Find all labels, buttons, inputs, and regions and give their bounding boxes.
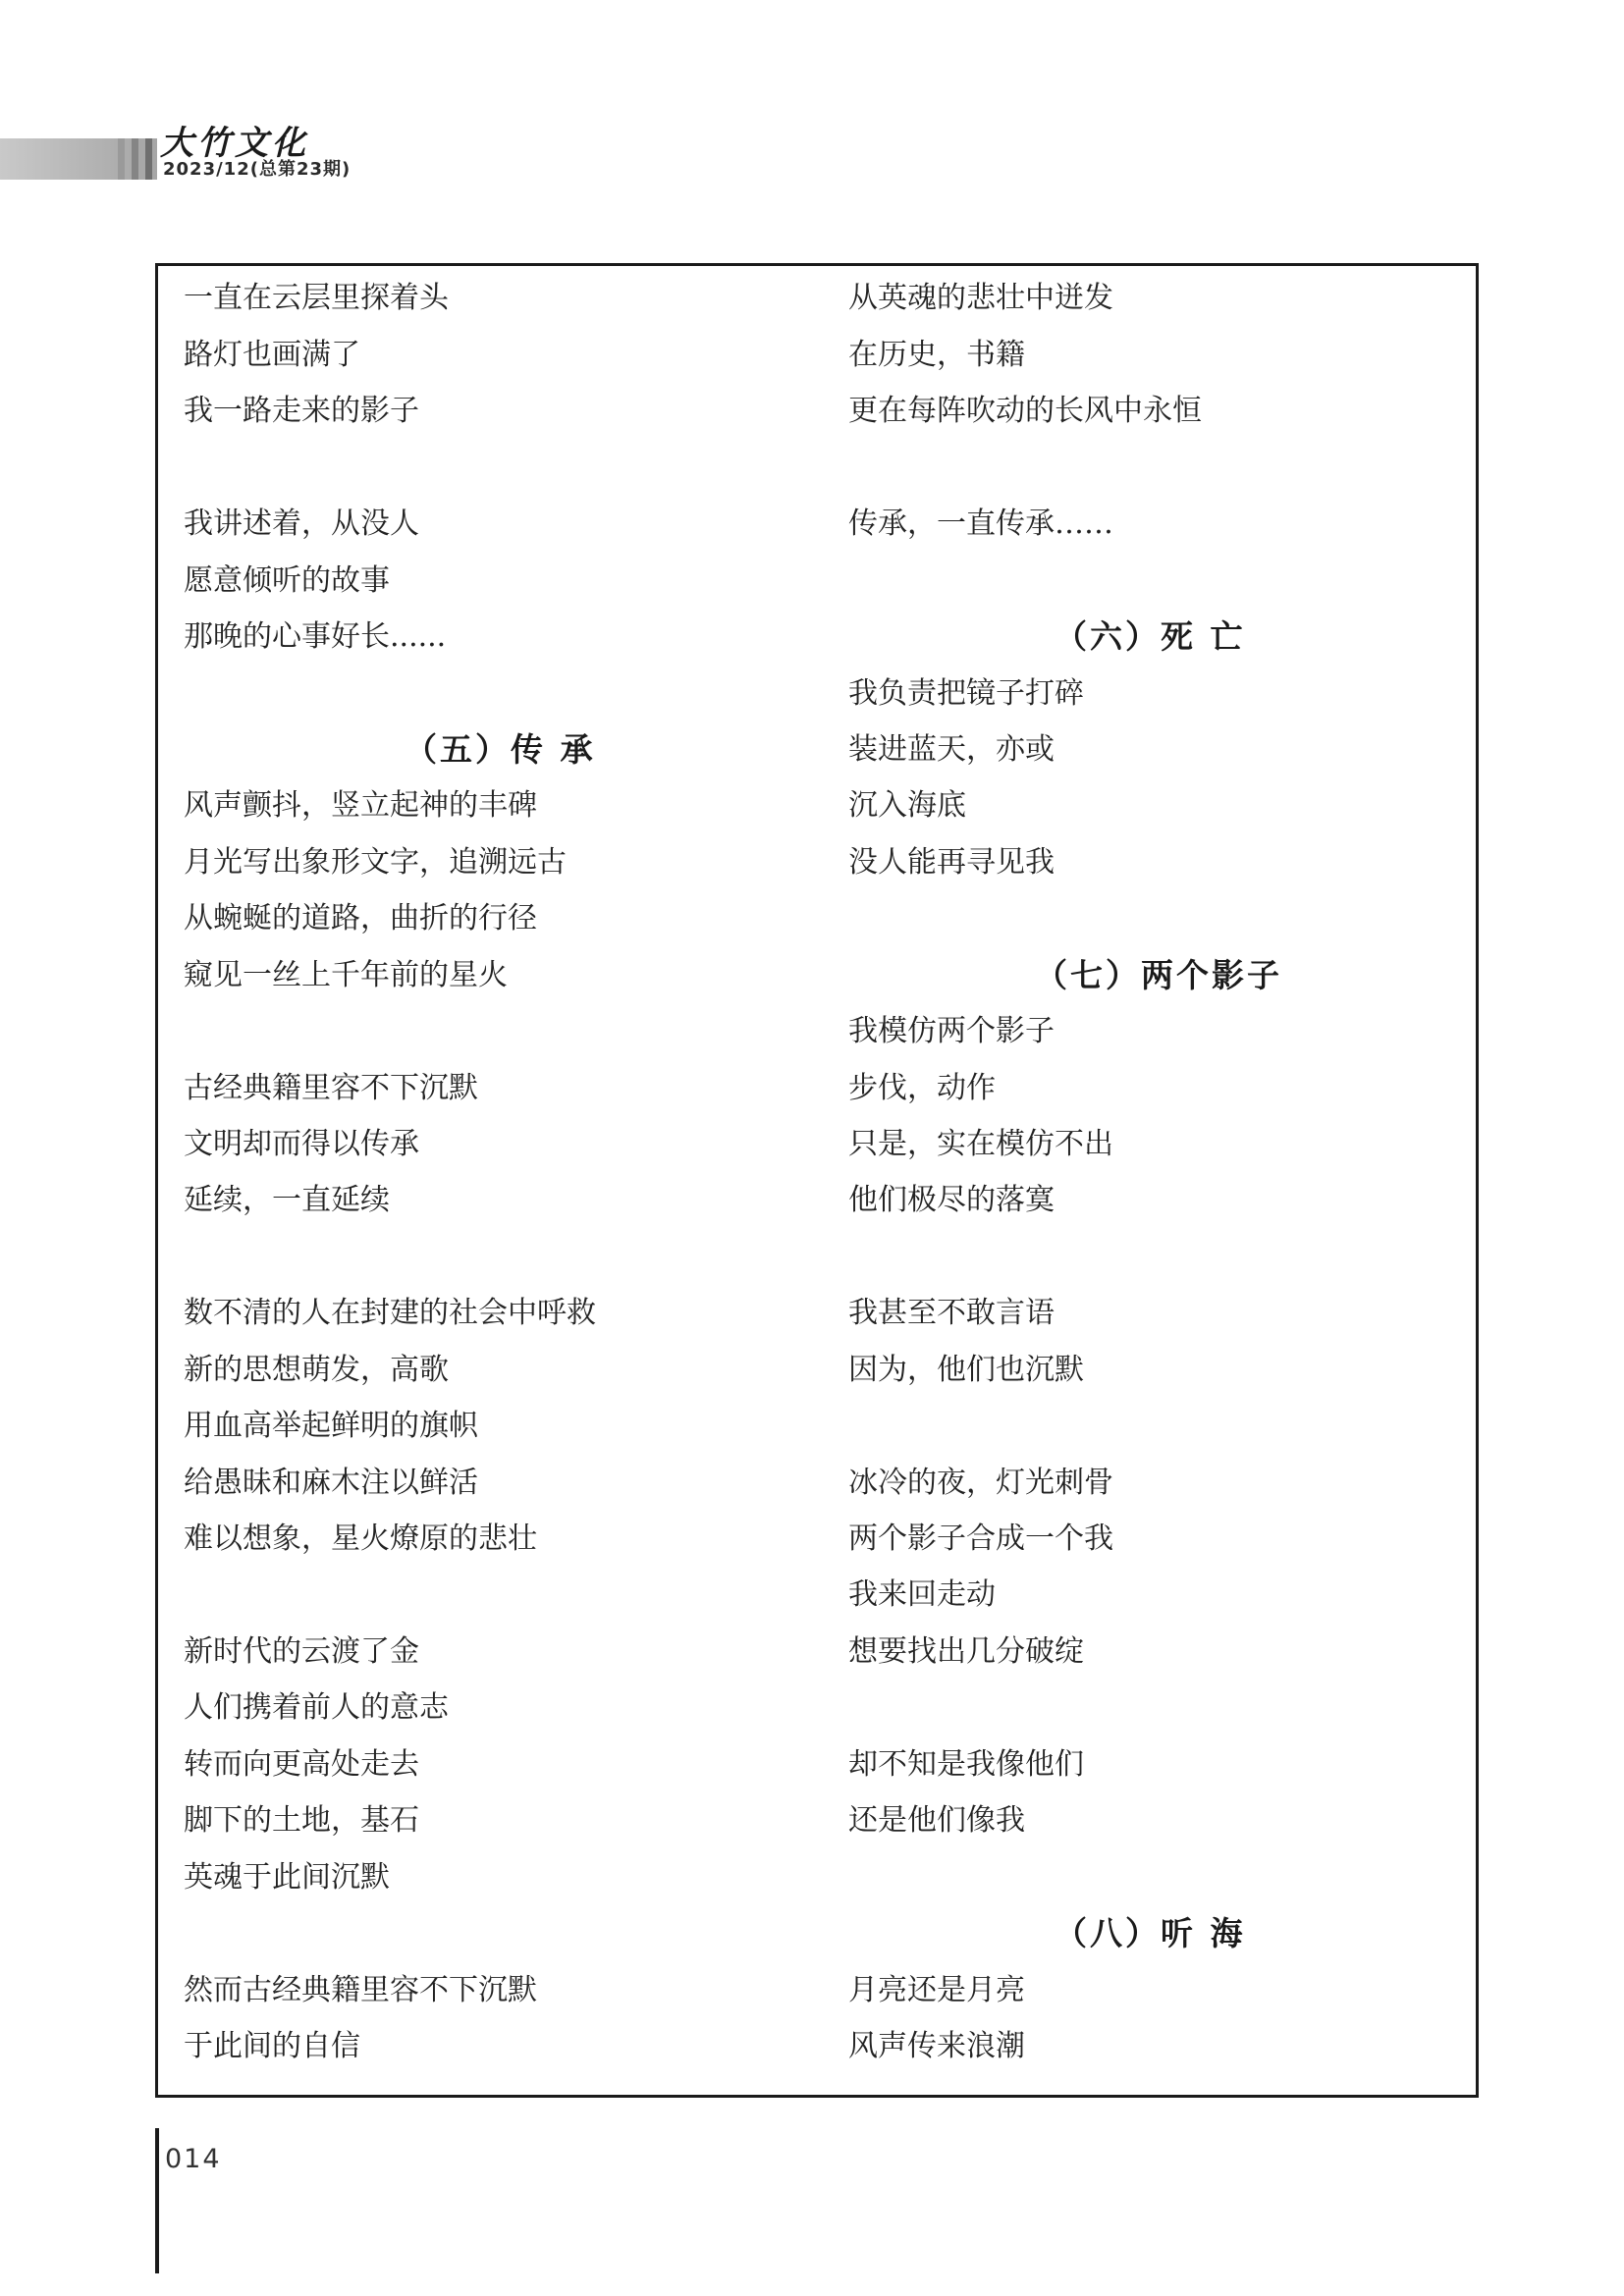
poem-line: 人们携着前人的意志 xyxy=(184,1690,449,1725)
poem-line: 脚下的土地，基石 xyxy=(184,1803,419,1838)
poem-line: 两个影子合成一个我 xyxy=(848,1522,1113,1556)
poem-line: 数不清的人在封建的社会中呼救 xyxy=(184,1296,596,1330)
poem-line: 新时代的云渡了金 xyxy=(184,1634,419,1669)
section-heading: （五）传 承 xyxy=(405,730,596,769)
poem-line: 延续，一直延续 xyxy=(184,1183,390,1217)
poem-line: 风声颤抖，竖立起神的丰碑 xyxy=(184,788,537,823)
poem-line: 没人能再寻见我 xyxy=(848,845,1055,880)
poem-line: 他们极尽的落寞 xyxy=(848,1183,1055,1217)
poem-line: 从英魂的悲壮中迸发 xyxy=(848,281,1113,315)
poem-line: 月亮还是月亮 xyxy=(848,1973,1025,2007)
poem-line: 我讲述着，从没人 xyxy=(184,507,419,541)
poem-line: 路灯也画满了 xyxy=(184,338,360,372)
poem-line: 窥见一丝上千年前的星火 xyxy=(184,958,508,992)
poem-line: 转而向更高处走去 xyxy=(184,1747,419,1782)
section-heading: （八）听 海 xyxy=(1055,1914,1246,1952)
poem-line: 英魂于此间沉默 xyxy=(184,1860,390,1895)
header-stripes xyxy=(118,138,152,180)
poem-line: 月光写出象形文字，追溯远古 xyxy=(184,845,567,880)
poem-line: 我模仿两个影子 xyxy=(848,1014,1055,1048)
poem-line: 然而古经典籍里容不下沉默 xyxy=(184,1973,537,2007)
poem-line: 更在每阵吹动的长风中永恒 xyxy=(848,394,1202,428)
section-heading: （六）死 亡 xyxy=(1055,617,1246,656)
poem-line: 在历史，书籍 xyxy=(848,338,1025,372)
poem-line: 愿意倾听的故事 xyxy=(184,563,390,598)
poem-line: 传承，一直传承…… xyxy=(848,507,1113,541)
poem-line: 古经典籍里容不下沉默 xyxy=(184,1071,478,1105)
poem-line: 用血高举起鲜明的旗帜 xyxy=(184,1409,478,1443)
masthead-title: 大竹文化 xyxy=(160,124,309,163)
poem-line: 还是他们像我 xyxy=(848,1803,1025,1838)
poem-line: 我一路走来的影子 xyxy=(184,394,419,428)
poem-line: 步伐，动作 xyxy=(848,1071,996,1105)
poem-line: 我来回走动 xyxy=(848,1577,996,1612)
poem-line: 从蜿蜒的道路，曲折的行径 xyxy=(184,901,537,935)
page-number: 014 xyxy=(165,2144,222,2174)
poem-line: 那晚的心事好长...... xyxy=(184,619,447,654)
poem-line: 风声传来浪潮 xyxy=(848,2029,1025,2063)
poem-frame xyxy=(155,263,1479,2098)
poem-line: 一直在云层里探着头 xyxy=(184,281,449,315)
poem-line: 我甚至不敢言语 xyxy=(848,1296,1055,1330)
poem-line: 装进蓝天，亦或 xyxy=(848,732,1055,767)
poem-line: 难以想象，星火燎原的悲壮 xyxy=(184,1522,537,1556)
poem-line: 于此间的自信 xyxy=(184,2029,360,2063)
poem-line: 文明却而得以传承 xyxy=(184,1127,419,1161)
poem-line: 因为，他们也沉默 xyxy=(848,1353,1084,1387)
poem-line: 想要找出几分破绽 xyxy=(848,1634,1084,1669)
footer-vertical-rule xyxy=(155,2128,159,2273)
section-heading: （七）两个影子 xyxy=(1035,956,1282,994)
poem-line: 冰冷的夜，灯光刺骨 xyxy=(848,1466,1113,1500)
poem-column-left xyxy=(184,266,812,2095)
poem-line: 新的思想萌发，高歌 xyxy=(184,1353,449,1387)
poem-line: 我负责把镜子打碎 xyxy=(848,676,1084,711)
issue-info: 2023/12(总第23期) xyxy=(163,159,352,180)
poem-line: 却不知是我像他们 xyxy=(848,1747,1084,1782)
poem-line: 只是，实在模仿不出 xyxy=(848,1127,1113,1161)
poem-line: 沉入海底 xyxy=(848,788,966,823)
poem-line: 给愚昧和麻木注以鲜活 xyxy=(184,1466,478,1500)
poem-column-right xyxy=(848,266,1457,2095)
